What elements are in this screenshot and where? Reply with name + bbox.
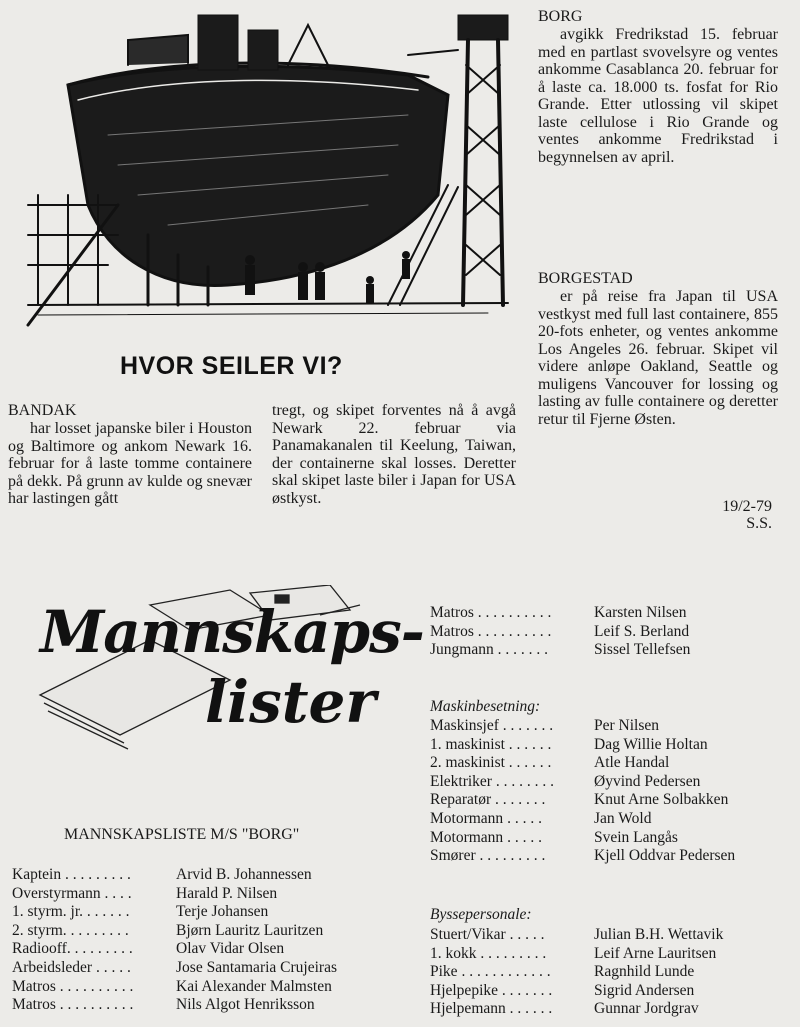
bandak-text-col2: tregt, og skipet forventes nå å avgå Newark 22. februar via Panamakanalen til Keelung, Taiwan, der containerne skal losses. Deretter skal skipet laste biler i Japan for USA østkyst.	[272, 402, 516, 507]
crew-row: Hjelpemann . . . . . . Gunnar Jordgrav	[430, 1000, 699, 1018]
borg-text: avgikk Fredrikstad 15. februar med en partlast svovelsyre og ventes ankomme Casablanca 20. februar for å laste ca. 18.000 ts. fosfat for Rio Grande. Etter utlossing vil skipet laste cellulose i Rio Grande og ventes ankomme Fredrikstad i begynnelsen av april.	[538, 26, 778, 166]
crew-row: Matros . . . . . . . . . . Nils Algot Henriksson	[12, 996, 315, 1014]
crew-row: 2. styrm. . . . . . . . . Bjørn Lauritz Lauritzen	[12, 921, 324, 939]
crew-row: Maskinsjef . . . . . . . Per Nilsen	[430, 717, 660, 734]
crew-row: 1. maskinist . . . . . . Dag Willie Holtan	[430, 735, 708, 753]
crew-row: Stuert/Vikar . . . . . Julian B.H. Wettavik	[430, 926, 724, 943]
crew-row: Jungmann . . . . . . . Sissel Tellefsen	[430, 641, 691, 659]
crew-engine-list	[430, 717, 735, 866]
signoff-initials: S.S.	[746, 515, 772, 532]
crew-list-title: MANNSKAPSLISTE M/S "BORG"	[64, 826, 300, 843]
crew-row: Arbeidsleder . . . . . Jose Santamaria Crujeiras	[12, 958, 337, 976]
crew-row: Overstyrmann . . . . Harald P. Nilsen	[12, 884, 278, 902]
signoff-date: 19/2-79	[722, 498, 772, 515]
crew-row: Hjelpepike . . . . . . . Sigrid Andersen	[430, 981, 695, 999]
borg-heading: BORG	[538, 8, 583, 25]
logo-line1: Mannskaps-	[40, 598, 424, 666]
crew-row: 1. kokk . . . . . . . . . Leif Arne Lauritsen	[430, 944, 717, 962]
crew-row: Matros . . . . . . . . . . Kai Alexander Malmsten	[12, 977, 332, 995]
crew-deck-list	[12, 866, 337, 1015]
crew-row: Elektriker . . . . . . . . Øyvind Pedersen	[430, 772, 701, 790]
crew-row: Matros . . . . . . . . . . Leif S. Berland	[430, 622, 690, 640]
galley-heading: Byssepersonale:	[430, 906, 532, 923]
crew-row: Smører . . . . . . . . . Kjell Oddvar Pedersen	[430, 847, 736, 865]
bandak-heading: BANDAK	[8, 402, 77, 419]
crew-row: Kaptein . . . . . . . . . Arvid B. Johannessen	[12, 866, 312, 883]
borgestad-heading: BORGESTAD	[538, 270, 633, 287]
crew-deck2-list	[430, 604, 690, 660]
crew-row: 1. styrm. jr. . . . . . . Terje Johansen	[12, 903, 269, 921]
crew-row: Motormann . . . . . Svein Langås	[430, 828, 678, 846]
engine-heading: Maskinbesetning:	[430, 698, 541, 715]
ship-illustration	[8, 5, 518, 340]
borgestad-text: er på reise fra Japan til USA vestkyst med full last containere, 855 20-fots enheter, og ventes ankomme Los Angeles 26. februar. Skipet vil videre anløpe Oakland, Seattle og muligens Vancouver for lossing og lasting av fulle containere og deretter retur til Fjerne Østen.	[538, 288, 778, 428]
bandak-text-col1: har losset japanske biler i Houston og Baltimore og ankom Newark 16. februar for å laste tomme containere på dekk. På grunn av kulde og snevær har lastingen gått	[8, 420, 252, 507]
crew-row: 2. maskinist . . . . . . Atle Handal	[430, 754, 670, 772]
crew-row: Pike . . . . . . . . . . . . Ragnhild Lunde	[430, 963, 695, 981]
logo-line2: lister	[205, 668, 376, 736]
crew-row: Radiooff. . . . . . . . . Olav Vidar Olsen	[12, 940, 285, 958]
crew-row: Matros . . . . . . . . . . Karsten Nilsen	[430, 604, 687, 621]
crew-row: Motormann . . . . . Jan Wold	[430, 809, 652, 827]
crew-row: Reparatør . . . . . . . Knut Arne Solbakken	[430, 791, 729, 809]
page-title: HVOR SEILER VI?	[120, 352, 343, 380]
crew-galley-list	[430, 926, 723, 1019]
